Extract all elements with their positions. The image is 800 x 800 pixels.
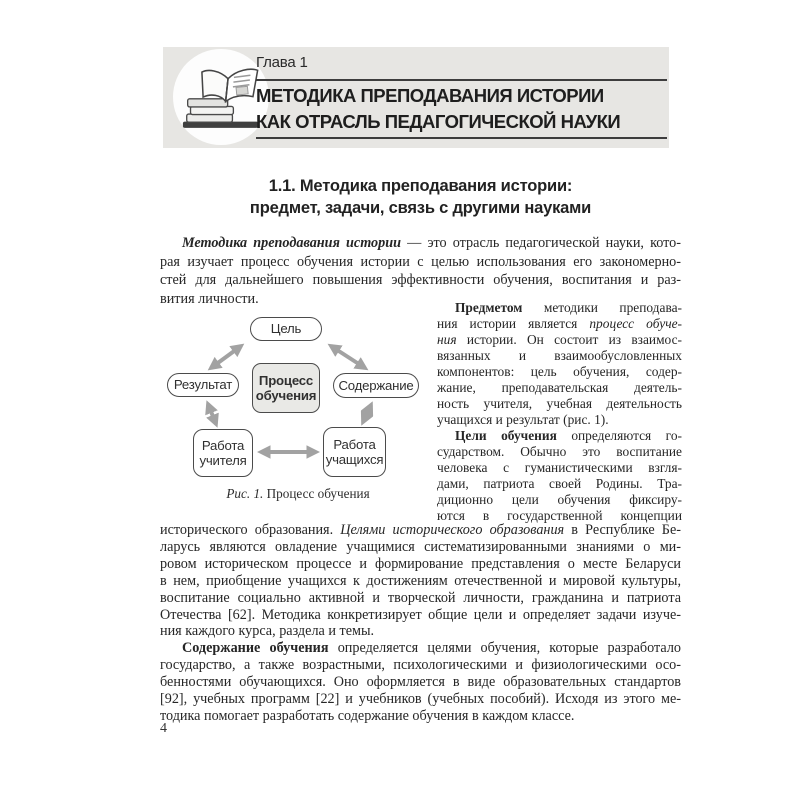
text-line: Цели обучения определяются го- [455,428,682,443]
arrow-result-teacher [208,404,216,424]
intro-paragraph [160,234,681,308]
diagram-node-teacher-work: Работа учителя [193,429,253,477]
text-line: диционно цели обучения фиксиру- [437,492,682,507]
text-line: ния истории является процесс обуче- [437,316,682,331]
text-line: воспитание социально активной и творческой личности, гражданина и патриота [160,589,681,606]
text-line: дами, патриота своей Родины. Тра- [437,476,682,491]
text-line: человека с гуманистическими взгля- [437,460,682,475]
text-line: ются в государственной концепции [437,508,682,523]
text-line: ровом историческом процессе и формирование представления о месте Беларуси [160,555,681,572]
header-divider-bottom [256,137,667,139]
chapter-icon-circle [173,49,269,145]
figure-caption-text: Процесс обучения [263,486,370,501]
diagram-node-content: Содержание [333,373,419,398]
text-line: в нем, приобщение учащихся к достижениям отечественной и мировой культуры, [160,572,681,589]
text-line: Методика преподавания истории — это отрасль педагогической науки, кото- [182,235,681,251]
text-line: стей для дальнейшего повышения эффективности обучения, воспитания и раз- [160,272,681,289]
header-divider-top [256,79,667,81]
arrow-content-students [363,405,371,422]
bottom-paragraphs [160,522,681,725]
open-book-on-stack-icon [178,55,264,140]
figure-caption [163,486,433,502]
diagram-node-result: Результат [167,373,239,397]
text-line: государство, а также возрастными, психологическими и физиологическими осо- [160,657,681,674]
right-text-column [437,300,682,524]
chapter-header-band [163,47,669,148]
arrow-goal-result [211,346,241,368]
text-line: бенностями обучающихся. Оно оформляется в виде образовательных стандартов [160,674,681,691]
text-line: [92], учебных программ [22] и учебников (учебных пособий). Исходя из этого ме- [160,691,681,708]
text-line: исторического образования. Целями исторического образования в Республике Бе- [160,522,681,538]
text-line: рая изучает процесс обучения истории с целью использования его закономерно- [160,253,681,270]
text-line: вязанных и взаимообусловленных [437,348,682,363]
figure-learning-process [163,312,433,512]
text-line: ларусь являются овладение учащимися систематизированными знаниями о ми- [160,538,681,555]
text-line: учащихся и результат (рис. 1). [437,412,609,427]
arrow-goal-content [331,346,365,368]
text-line: тодика помогает разработать содержание обучения в каждом классе. [160,707,575,724]
diagram-node-goal: Цель [250,317,322,341]
section-heading-line1: 1.1. Методика преподавания истории: [268,177,573,195]
text-line: вития личности. [160,290,259,307]
chapter-title-line2: КАК ОТРАСЛЬ ПЕДАГОГИЧЕСКОЙ НАУКИ [256,111,621,132]
diagram-node-process: Процесс обучения [252,363,320,413]
figure-caption-label: Рис. 1. [226,486,264,501]
text-line: компонентов: цель обучения, содер- [437,364,682,379]
section-heading [160,176,681,219]
chapter-title-line1: МЕТОДИКА ПРЕПОДАВАНИЯ ИСТОРИИ [256,85,604,106]
section-heading-line2: предмет, задачи, связь с другими науками [249,198,592,217]
text-line: жание, преподавательская деятель- [437,380,682,395]
text-line: ность учителя, учебная деятельность [437,396,682,411]
text-line: Содержание обучения определяется целями обучения, которые разработало [182,640,682,657]
text-line: ния каждого курса, раздела и темы. [160,623,375,640]
diagram-node-students-work: Работа учащихся [323,427,386,477]
text-line: сударством. Обычно это воспитание [437,444,682,459]
text-line: ния истории. Он состоит из взаимос- [437,332,682,347]
text-line: Предметом методики преподава- [455,300,682,315]
chapter-title [256,83,667,135]
page-number: 4 [160,721,167,736]
chapter-label: Глава 1 [256,54,308,71]
text-line: Отечества [62]. Методика конкретизирует общие цели и определяет задачи изуче- [160,606,681,623]
